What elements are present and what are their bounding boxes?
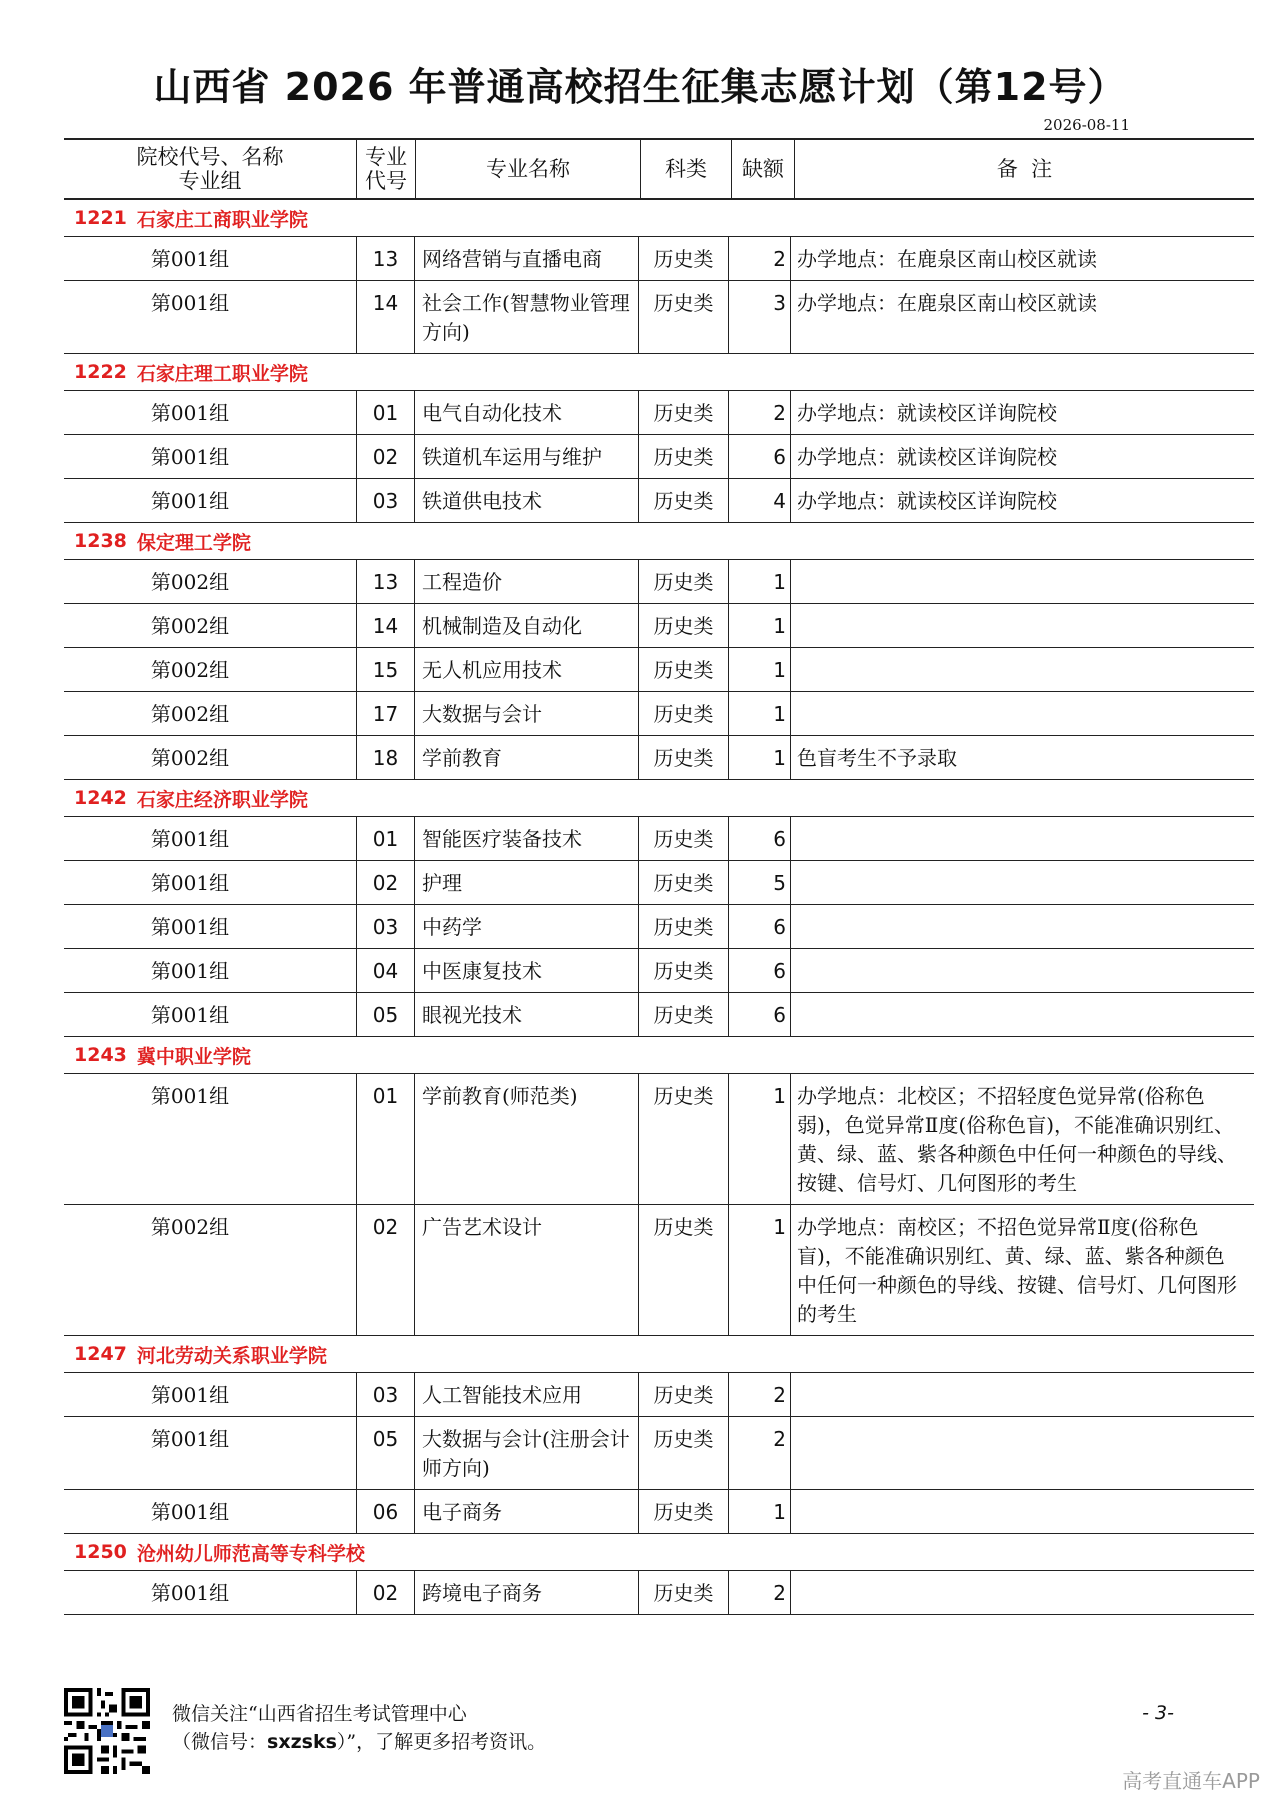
category-cell: 历史类 <box>638 905 728 948</box>
major-name-cell: 智能医疗装备技术 <box>414 817 638 860</box>
vacancy-cell: 1 <box>728 604 790 647</box>
header-major-code: 专业 代号 <box>356 140 415 198</box>
institution-code: 1243 <box>74 1044 127 1066</box>
remark-cell: 办学地点：在鹿泉区南山校区就读 <box>790 237 1254 280</box>
remark-cell: 办学地点：南校区；不招色觉异常Ⅱ度(俗称色盲)，不能准确识别红、黄、绿、蓝、紫各种颜色中任何一种颜色的导线、按键、信号灯、几何图形的考生 <box>790 1205 1254 1335</box>
category-cell: 历史类 <box>638 1490 728 1533</box>
vacancy-cell: 6 <box>728 949 790 992</box>
remark-cell <box>790 692 1254 735</box>
major-name-cell: 机械制造及自动化 <box>414 604 638 647</box>
category-cell: 历史类 <box>638 281 728 353</box>
group-cell: 第001组 <box>150 915 230 939</box>
page-footer <box>64 1688 1254 1778</box>
remark-cell: 办学地点：就读校区详询院校 <box>790 391 1254 434</box>
institution-heading <box>64 1037 1254 1074</box>
group-cell: 第001组 <box>150 401 230 425</box>
plan-table <box>64 138 1254 1615</box>
major-name-cell: 眼视光技术 <box>414 993 638 1036</box>
vacancy-cell: 6 <box>728 435 790 478</box>
table-row <box>64 391 1254 435</box>
institution-name: 沧州幼儿师范高等专科学校 <box>136 1542 365 1565</box>
group-cell: 第002组 <box>150 658 230 682</box>
group-cell: 第001组 <box>150 489 230 513</box>
institution-name: 石家庄工商职业学院 <box>136 208 308 231</box>
major-name-cell: 无人机应用技术 <box>414 648 638 691</box>
category-cell: 历史类 <box>638 817 728 860</box>
remark-cell <box>790 1417 1254 1489</box>
major-code-cell: 05 <box>356 993 414 1036</box>
major-code-cell: 14 <box>356 604 414 647</box>
table-row <box>64 736 1254 780</box>
major-name-cell: 护理 <box>414 861 638 904</box>
table-row <box>64 1074 1254 1205</box>
remark-cell <box>790 604 1254 647</box>
group-cell: 第001组 <box>150 445 230 469</box>
institution-name: 石家庄理工职业学院 <box>136 362 308 385</box>
table-header <box>64 138 1254 200</box>
table-row <box>64 817 1254 861</box>
remark-cell: 办学地点：就读校区详询院校 <box>790 479 1254 522</box>
vacancy-cell: 2 <box>728 1571 790 1614</box>
vacancy-cell: 2 <box>728 1417 790 1489</box>
vacancy-cell: 2 <box>728 237 790 280</box>
major-code-cell: 02 <box>356 1571 414 1614</box>
footer-wechat-text <box>172 1700 546 1756</box>
vacancy-cell: 3 <box>728 281 790 353</box>
major-name-cell: 大数据与会计 <box>414 692 638 735</box>
vacancy-cell: 6 <box>728 817 790 860</box>
major-name-cell: 学前教育(师范类) <box>414 1074 638 1204</box>
table-row <box>64 1490 1254 1534</box>
major-name-cell: 人工智能技术应用 <box>414 1373 638 1416</box>
category-cell: 历史类 <box>638 560 728 603</box>
remark-cell <box>790 1490 1254 1533</box>
category-cell: 历史类 <box>638 391 728 434</box>
header-major-name: 专业名称 <box>415 140 640 198</box>
institution-code: 1222 <box>74 361 127 383</box>
category-cell: 历史类 <box>638 1205 728 1335</box>
table-row <box>64 1373 1254 1417</box>
table-row <box>64 560 1254 604</box>
major-name-cell: 社会工作(智慧物业管理方向) <box>414 281 638 353</box>
major-code-cell: 02 <box>356 435 414 478</box>
major-name-cell: 铁道机车运用与维护 <box>414 435 638 478</box>
vacancy-cell: 1 <box>728 1490 790 1533</box>
major-code-cell: 02 <box>356 861 414 904</box>
group-cell: 第001组 <box>150 1427 230 1451</box>
major-code-cell: 18 <box>356 736 414 779</box>
category-cell: 历史类 <box>638 692 728 735</box>
institution-code: 1247 <box>74 1343 127 1365</box>
institution-heading <box>64 354 1254 391</box>
group-cell: 第001组 <box>150 1003 230 1027</box>
table-row <box>64 1571 1254 1615</box>
category-cell: 历史类 <box>638 435 728 478</box>
remark-cell: 色盲考生不予录取 <box>790 736 1254 779</box>
group-cell: 第001组 <box>150 1581 230 1605</box>
major-name-cell: 广告艺术设计 <box>414 1205 638 1335</box>
table-row <box>64 604 1254 648</box>
footer-line2: （微信号：sxzsks）”，了解更多招考资讯。 <box>172 1731 547 1753</box>
vacancy-cell: 1 <box>728 560 790 603</box>
remark-cell <box>790 1373 1254 1416</box>
page-title: 山西省 2026 年普通高校招生征集志愿计划（第12号） <box>153 65 1127 109</box>
group-cell: 第002组 <box>150 614 230 638</box>
table-row <box>64 237 1254 281</box>
table-row <box>64 1417 1254 1490</box>
category-cell: 历史类 <box>638 1074 728 1204</box>
table-body <box>64 200 1254 1615</box>
footer-line1: 微信关注“山西省招生考试管理中心 <box>172 1703 467 1725</box>
major-name-cell: 中医康复技术 <box>414 949 638 992</box>
institution-name: 保定理工学院 <box>136 531 251 554</box>
category-cell: 历史类 <box>638 1571 728 1614</box>
major-name-cell: 铁道供电技术 <box>414 479 638 522</box>
remark-cell: 办学地点：在鹿泉区南山校区就读 <box>790 281 1254 353</box>
category-cell: 历史类 <box>638 861 728 904</box>
major-code-cell: 04 <box>356 949 414 992</box>
table-row <box>64 949 1254 993</box>
category-cell: 历史类 <box>638 1417 728 1489</box>
institution-heading <box>64 1336 1254 1373</box>
vacancy-cell: 2 <box>728 391 790 434</box>
header-institution: 院校代号、名称 专业组 <box>136 145 284 193</box>
group-cell: 第001组 <box>150 1383 230 1407</box>
group-cell: 第002组 <box>150 1215 230 1239</box>
vacancy-cell: 6 <box>728 993 790 1036</box>
table-row <box>64 435 1254 479</box>
group-cell: 第001组 <box>150 1500 230 1524</box>
major-code-cell: 01 <box>356 1074 414 1204</box>
major-name-cell: 电子商务 <box>414 1490 638 1533</box>
group-cell: 第002组 <box>150 702 230 726</box>
publish-date: 2026-08-11 <box>1043 116 1130 134</box>
major-name-cell: 工程造价 <box>414 560 638 603</box>
institution-code: 1238 <box>74 530 127 552</box>
table-row <box>64 648 1254 692</box>
table-row <box>64 1205 1254 1336</box>
vacancy-cell: 1 <box>728 1205 790 1335</box>
vacancy-cell: 4 <box>728 479 790 522</box>
table-row <box>64 905 1254 949</box>
group-cell: 第001组 <box>150 827 230 851</box>
remark-cell <box>790 560 1254 603</box>
header-category: 科类 <box>640 140 731 198</box>
institution-name: 河北劳动关系职业学院 <box>136 1344 327 1367</box>
remark-cell <box>790 905 1254 948</box>
category-cell: 历史类 <box>638 1373 728 1416</box>
major-name-cell: 电气自动化技术 <box>414 391 638 434</box>
watermark: 高考直通车APP <box>1122 1769 1260 1793</box>
category-cell: 历史类 <box>638 736 728 779</box>
table-row <box>64 692 1254 736</box>
remark-cell: 办学地点：北校区；不招轻度色觉异常(俗称色弱)，色觉异常Ⅱ度(俗称色盲)，不能准确识别红、黄、绿、蓝、紫各种颜色中任何一种颜色的导线、按键、信号灯、几何图形的考生 <box>790 1074 1254 1204</box>
vacancy-cell: 1 <box>728 736 790 779</box>
major-code-cell: 15 <box>356 648 414 691</box>
remark-cell <box>790 993 1254 1036</box>
major-code-cell: 13 <box>356 560 414 603</box>
remark-cell <box>790 1571 1254 1614</box>
remark-cell <box>790 861 1254 904</box>
major-code-cell: 06 <box>356 1490 414 1533</box>
remark-cell <box>790 648 1254 691</box>
major-code-cell: 05 <box>356 1417 414 1489</box>
institution-code: 1242 <box>74 787 127 809</box>
category-cell: 历史类 <box>638 604 728 647</box>
major-name-cell: 中药学 <box>414 905 638 948</box>
table-row <box>64 861 1254 905</box>
major-code-cell: 03 <box>356 905 414 948</box>
category-cell: 历史类 <box>638 237 728 280</box>
institution-code: 1221 <box>74 207 127 229</box>
major-code-cell: 13 <box>356 237 414 280</box>
table-row <box>64 479 1254 523</box>
institution-name: 冀中职业学院 <box>136 1045 251 1068</box>
vacancy-cell: 1 <box>728 692 790 735</box>
institution-heading <box>64 523 1254 560</box>
major-name-cell: 学前教育 <box>414 736 638 779</box>
category-cell: 历史类 <box>638 479 728 522</box>
group-cell: 第001组 <box>150 959 230 983</box>
major-code-cell: 03 <box>356 1373 414 1416</box>
vacancy-cell: 1 <box>728 648 790 691</box>
group-cell: 第002组 <box>150 570 230 594</box>
major-name-cell: 大数据与会计(注册会计师方向) <box>414 1417 638 1489</box>
header-remark: 备 注 <box>794 140 1254 198</box>
institution-heading <box>64 200 1254 237</box>
institution-heading <box>64 1534 1254 1571</box>
major-code-cell: 01 <box>356 817 414 860</box>
institution-code: 1250 <box>74 1541 127 1563</box>
category-cell: 历史类 <box>638 648 728 691</box>
major-name-cell: 网络营销与直播电商 <box>414 237 638 280</box>
remark-cell: 办学地点：就读校区详询院校 <box>790 435 1254 478</box>
major-name-cell: 跨境电子商务 <box>414 1571 638 1614</box>
category-cell: 历史类 <box>638 949 728 992</box>
table-row <box>64 993 1254 1037</box>
category-cell: 历史类 <box>638 993 728 1036</box>
institution-name: 石家庄经济职业学院 <box>136 788 308 811</box>
major-code-cell: 01 <box>356 391 414 434</box>
major-code-cell: 17 <box>356 692 414 735</box>
group-cell: 第002组 <box>150 746 230 770</box>
vacancy-cell: 5 <box>728 861 790 904</box>
table-row <box>64 281 1254 354</box>
group-cell: 第001组 <box>150 871 230 895</box>
remark-cell <box>790 817 1254 860</box>
vacancy-cell: 2 <box>728 1373 790 1416</box>
page-number: - 3- <box>1142 1702 1174 1724</box>
major-code-cell: 02 <box>356 1205 414 1335</box>
remark-cell <box>790 949 1254 992</box>
group-cell: 第001组 <box>150 291 230 315</box>
header-vacancy: 缺额 <box>731 140 794 198</box>
major-code-cell: 03 <box>356 479 414 522</box>
group-cell: 第001组 <box>150 247 230 271</box>
qr-code-icon <box>64 1688 150 1774</box>
institution-heading <box>64 780 1254 817</box>
vacancy-cell: 6 <box>728 905 790 948</box>
major-code-cell: 14 <box>356 281 414 353</box>
group-cell: 第001组 <box>150 1084 230 1108</box>
vacancy-cell: 1 <box>728 1074 790 1204</box>
